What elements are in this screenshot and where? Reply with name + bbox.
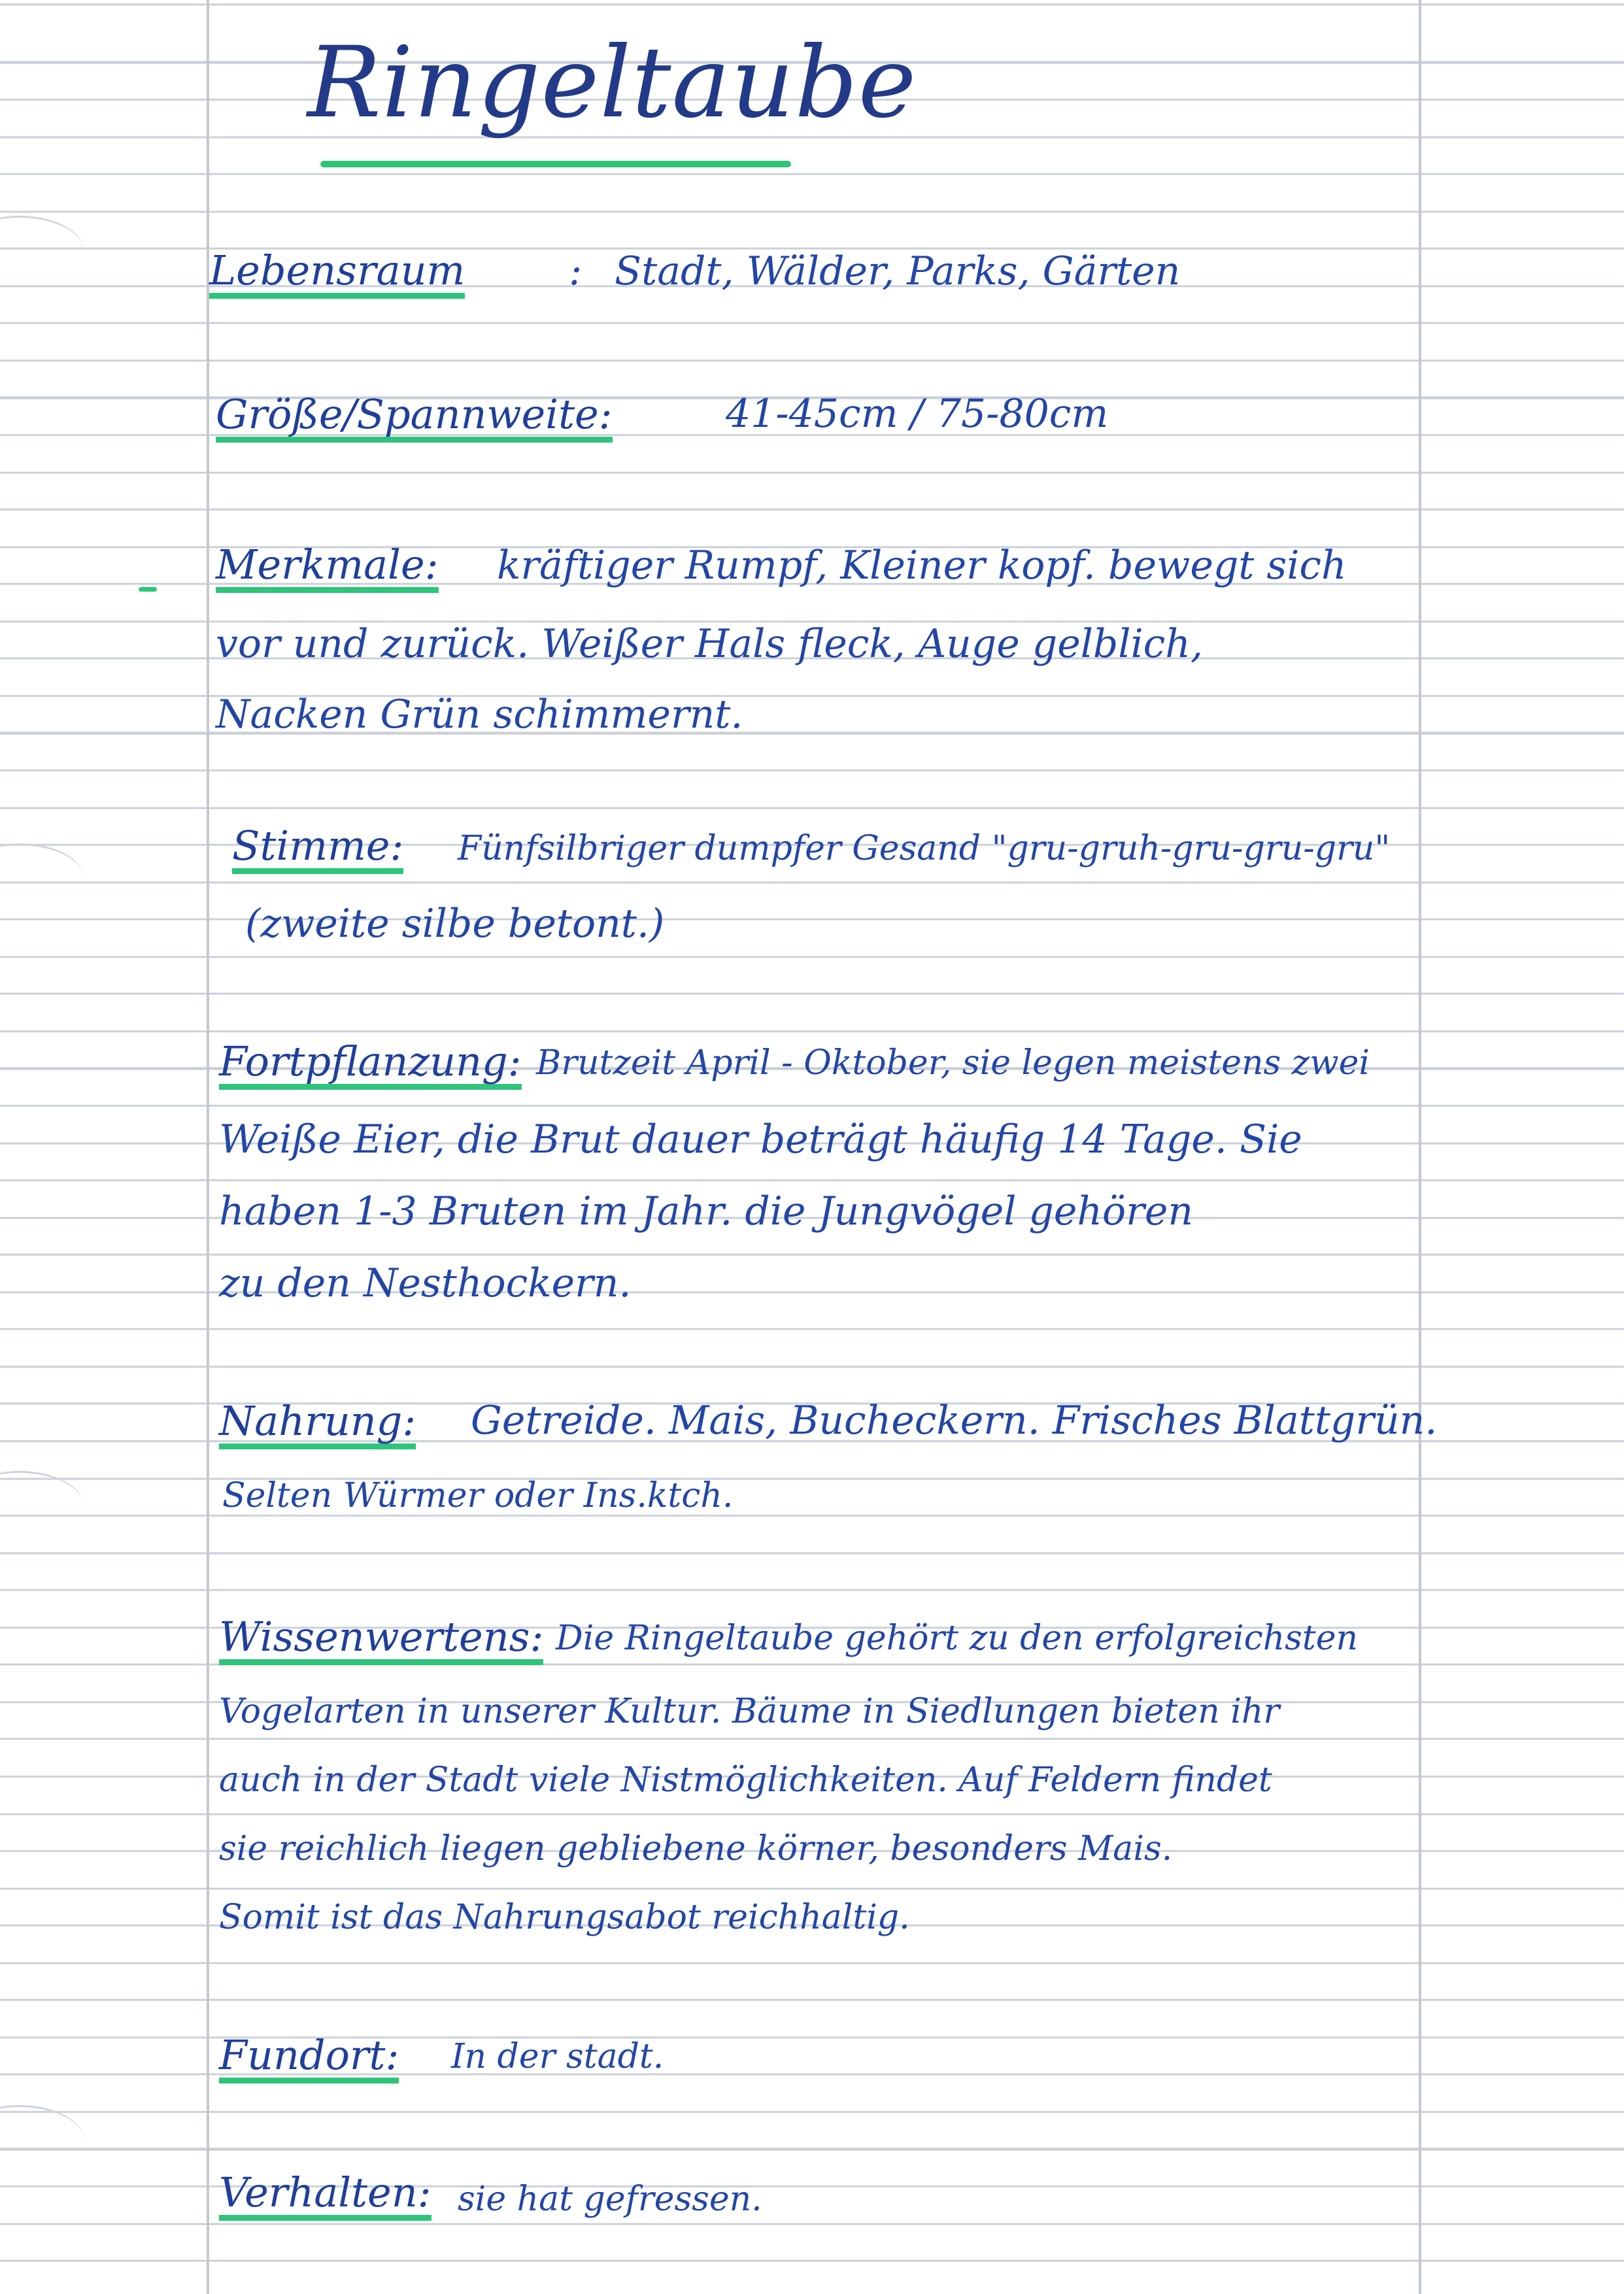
punch-hole-mark	[0, 216, 85, 290]
page-title: Ringeltaube	[307, 26, 917, 140]
groesse-text: 41-45cm / 75-80cm	[726, 391, 1109, 437]
wissenswertes-label: Wissenwertens:	[219, 1615, 543, 1665]
wissenswertes-line: auch in der Stadt viele Nistmöglichkeiten. Auf Feldern findet	[219, 1761, 1272, 1800]
wissenswertes-line: Somit ist das Nahrungsabot reichhaltig.	[219, 1898, 910, 1937]
verhalten-text: sie hat gefressen.	[458, 2180, 762, 2219]
groesse-label: Größe/Spannweite:	[216, 392, 613, 443]
verhalten-label: Verhalten:	[219, 2170, 431, 2221]
wissenswertes-line: sie reichlich liegen gebliebene körner, besonders Mais.	[219, 1829, 1173, 1868]
lebensraum-text: Stadt, Wälder, Parks, Gärten	[615, 248, 1181, 294]
merkmale-line: Nacken Grün schimmernt.	[216, 692, 743, 737]
merkmale-line: kräftiger Rumpf, Kleiner kopf. bewegt sich	[497, 543, 1347, 588]
fundort-text: In der stadt.	[451, 2037, 664, 2076]
fortpflanzung-line: Weiße Eier, die Brut dauer beträgt häufig 14 Tage. Sie	[219, 1117, 1302, 1162]
nahrung-line: Getreide. Mais, Bucheckern. Frisches Blattgrün.	[471, 1398, 1438, 1443]
left-margin-line	[207, 0, 209, 2294]
punch-hole-mark	[0, 2105, 85, 2179]
stimme-label: Stimme:	[232, 824, 403, 874]
wissenswertes-line: Die Ringeltaube gehört zu den erfolgreichsten	[556, 1619, 1359, 1658]
right-margin-line	[1419, 0, 1421, 2294]
fundort-label: Fundort:	[219, 2033, 399, 2083]
nahrung-line: Selten Würmer oder Ins.ktch.	[222, 1476, 734, 1515]
merkmale-line: vor und zurück. Weißer Hals fleck, Auge gelblich,	[216, 621, 1203, 667]
punch-hole-mark	[0, 1471, 85, 1545]
punch-hole-mark	[0, 843, 85, 917]
lebensraum-separator: :	[569, 248, 583, 294]
margin-tick-mark	[139, 587, 157, 592]
merkmale-label: Merkmale:	[216, 543, 439, 593]
title-underline	[320, 161, 791, 167]
fortpflanzung-line: Brutzeit April - Oktober, sie legen meistens zwei	[536, 1043, 1370, 1083]
nahrung-label: Nahrung:	[219, 1399, 416, 1449]
stimme-line: Fünfsilbriger dumpfer Gesand "gru-gruh-gru-gru-gru"	[458, 829, 1391, 868]
fortpflanzung-label: Fortpflanzung:	[219, 1039, 522, 1090]
fortpflanzung-line: haben 1-3 Bruten im Jahr. die Jungvögel gehören	[219, 1189, 1193, 1234]
wissenswertes-line: Vogelarten in unserer Kultur. Bäume in Siedlungen bieten ihr	[219, 1692, 1280, 1731]
fortpflanzung-line: zu den Nesthockern.	[219, 1260, 632, 1306]
stimme-line: (zweite silbe betont.)	[245, 901, 665, 947]
lebensraum-label: Lebensraum	[209, 248, 465, 299]
